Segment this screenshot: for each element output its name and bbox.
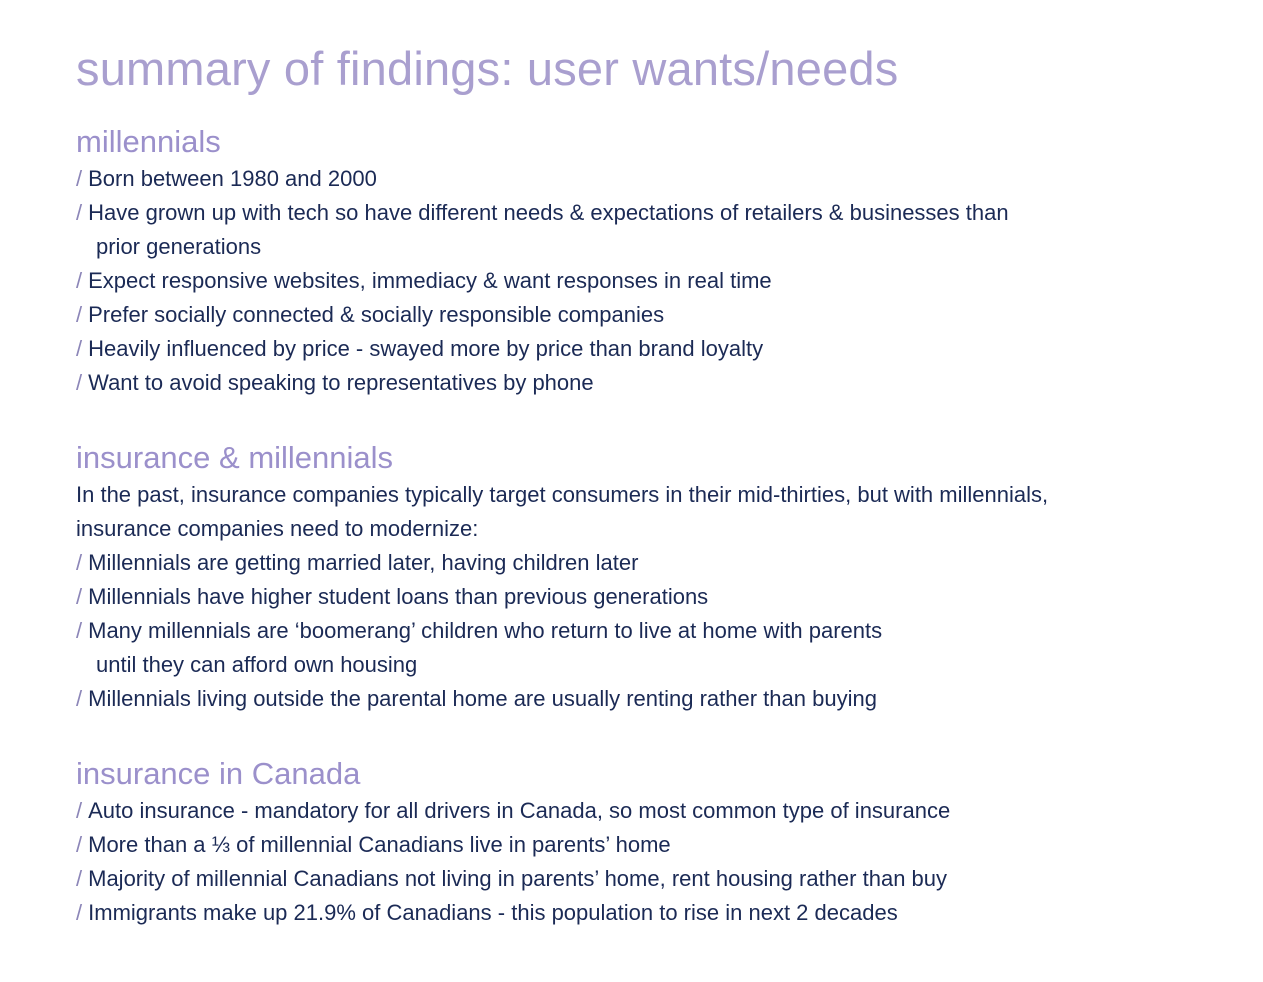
list-item-line (76, 298, 1226, 332)
list-item (76, 264, 1226, 298)
list-item (76, 580, 1226, 614)
list-item (76, 162, 1226, 196)
list-item (76, 196, 1226, 264)
list-item-continuation (76, 230, 1226, 264)
list-item-text: until they can afford own housing (96, 652, 418, 677)
slash-bullet-icon: / (76, 302, 83, 327)
list-item-text: Heavily influenced by price - swayed more by price than brand loyalty (88, 336, 764, 361)
list-item-text: Immigrants make up 21.9% of Canadians - this population to rise in next 2 decades (88, 900, 898, 925)
list-item (76, 862, 1226, 896)
list-item (76, 298, 1226, 332)
list-item (76, 896, 1226, 930)
list-item (76, 682, 1226, 716)
section-heading: insurance in Canada (76, 756, 361, 791)
list-item-text: Millennials living outside the parental home are usually renting rather than buying (88, 686, 877, 711)
list-item-line (76, 682, 1226, 716)
section-heading: millennials (76, 124, 221, 159)
intro-line: In the past, insurance companies typically target consumers in their mid-thirties, but with millennials, (76, 482, 1049, 507)
list-item-text: Born between 1980 and 2000 (88, 166, 377, 191)
section-insurance-canada (76, 754, 1226, 930)
intro-line: insurance companies need to modernize: (76, 516, 479, 541)
list-item-text: Prefer socially connected & socially responsible companies (88, 302, 665, 327)
list-item-line (76, 580, 1226, 614)
list-item-line (76, 862, 1226, 896)
slash-bullet-icon: / (76, 200, 83, 225)
list-item-text: Millennials are getting married later, having children later (88, 550, 639, 575)
list-item (76, 546, 1226, 580)
slash-bullet-icon: / (76, 370, 83, 395)
list-item-line (76, 366, 1226, 400)
slash-bullet-icon: / (76, 166, 83, 191)
section-insurance-millennials (76, 438, 1226, 716)
slash-bullet-icon: / (76, 268, 83, 293)
slash-bullet-icon: / (76, 832, 83, 857)
slash-bullet-icon: / (76, 866, 83, 891)
list-item-line (76, 546, 1226, 580)
list-item-text: Many millennials are ‘boomerang’ children who return to live at home with parents (88, 618, 883, 643)
slash-bullet-icon: / (76, 686, 83, 711)
list-item (76, 794, 1226, 828)
list-item-line (76, 614, 1226, 648)
slash-bullet-icon: / (76, 550, 83, 575)
list-item-line (76, 828, 1226, 862)
slash-bullet-icon: / (76, 798, 83, 823)
list-item-line (76, 196, 1226, 230)
list-item-line (76, 896, 1226, 930)
slash-bullet-icon: / (76, 618, 83, 643)
list-item-line (76, 162, 1226, 196)
list-item-text: Auto insurance - mandatory for all drivers in Canada, so most common type of insurance (88, 798, 951, 823)
slash-bullet-icon: / (76, 336, 83, 361)
list-item-text: Millennials have higher student loans than previous generations (88, 584, 709, 609)
page-title: summary of findings: user wants/needs (76, 42, 899, 95)
slash-bullet-icon: / (76, 584, 83, 609)
slide (76, 38, 1226, 925)
list-item-continuation (76, 648, 1226, 682)
slash-bullet-icon: / (76, 900, 83, 925)
list-item (76, 614, 1226, 682)
list-item (76, 332, 1226, 366)
section-millennials (76, 122, 1226, 400)
list-item-text: prior generations (96, 234, 262, 259)
list-item-text: Have grown up with tech so have different needs & expectations of retailers & businesses than (88, 200, 1009, 225)
list-item-line (76, 794, 1226, 828)
list-item (76, 366, 1226, 400)
list-item-text: Majority of millennial Canadians not living in parents’ home, rent housing rather than buy (88, 866, 948, 891)
list-item-text: Expect responsive websites, immediacy & want responses in real time (88, 268, 772, 293)
section-heading: insurance & millennials (76, 440, 394, 475)
list-item-text: More than a ⅓ of millennial Canadians live in parents’ home (88, 832, 671, 857)
list-item-line (76, 264, 1226, 298)
list-item (76, 828, 1226, 862)
list-item-text: Want to avoid speaking to representatives by phone (88, 370, 594, 395)
list-item-line (76, 332, 1226, 366)
